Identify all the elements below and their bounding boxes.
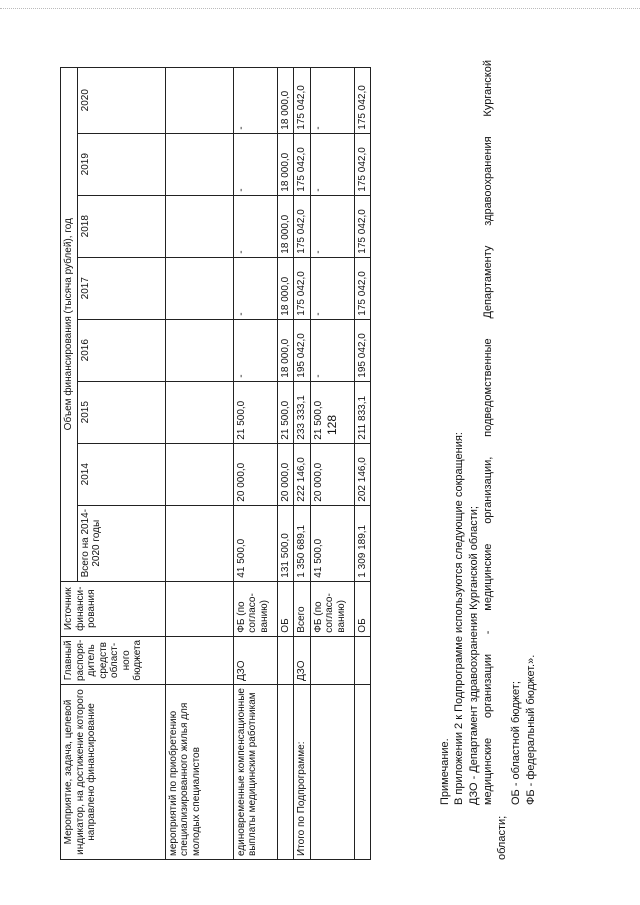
header-year-2015: 2015 <box>77 381 165 443</box>
cell-measure <box>354 685 371 860</box>
header-source: Источник финанси-рования <box>61 581 166 636</box>
header-year-2016: 2016 <box>77 319 165 381</box>
cell-value: 175 042,0 <box>294 257 311 319</box>
notes-line: ДЗО - Департамент здравоохранения Курганской области; <box>467 506 480 805</box>
cell-value: 20 000,0 <box>277 443 294 505</box>
header-row-1 <box>61 67 78 859</box>
table-row <box>294 67 311 859</box>
cell-value <box>165 67 233 133</box>
header-year-2019: 2019 <box>77 133 165 195</box>
cell-value: 175 042,0 <box>354 195 371 257</box>
cell-value: 20 000,0 <box>233 443 277 505</box>
funding-table <box>60 67 371 860</box>
cell-value: 175 042,0 <box>354 257 371 319</box>
cell-value <box>165 505 233 581</box>
cell-source <box>165 581 233 636</box>
cell-value: 21 500,0 <box>310 381 354 443</box>
cell-value: - <box>310 319 354 381</box>
cell-value <box>165 195 233 257</box>
page-number: 128 <box>325 414 339 436</box>
cell-manager <box>277 636 294 684</box>
cell-manager <box>310 636 354 684</box>
cell-value: 18 000,0 <box>277 67 294 133</box>
cell-value <box>165 133 233 195</box>
cell-value <box>165 381 233 443</box>
notes-section <box>438 60 538 860</box>
notes-line: ФБ - федеральный бюджет.». <box>524 654 537 805</box>
cell-value: 175 042,0 <box>294 67 311 133</box>
cell-value: 20 000,0 <box>310 443 354 505</box>
notes-line: медицинские организации - медицинские организации, подведомственные Департаменту здравоохранения Курганской <box>481 60 494 805</box>
cell-value: 202 146,0 <box>354 443 371 505</box>
cell-source: ОБ <box>277 581 294 636</box>
cell-value: 211 833,1 <box>354 381 371 443</box>
header-funding-group: Объем финансирования (тысяча рублей), год <box>61 67 78 581</box>
table-row <box>310 67 354 859</box>
cell-measure: мероприятий по приобретению специализированного жилья для молодых специалистов <box>165 685 233 860</box>
cell-source: ФБ (по согласо-ванию) <box>233 581 277 636</box>
header-year-2018: 2018 <box>77 195 165 257</box>
cell-value: 41 500,0 <box>310 505 354 581</box>
cell-value: 18 000,0 <box>277 195 294 257</box>
cell-value: 175 042,0 <box>354 67 371 133</box>
cell-measure: Итого по Подпрограмме: <box>294 685 311 860</box>
table-row <box>165 67 233 859</box>
header-year-2017: 2017 <box>77 257 165 319</box>
cell-measure <box>310 685 354 860</box>
cell-value: 1 309 189,1 <box>354 505 371 581</box>
cell-value: - <box>310 195 354 257</box>
cell-value: - <box>310 67 354 133</box>
scan-top-marks <box>0 8 640 11</box>
header-year-total: Всего на 2014-2020 годы <box>77 505 165 581</box>
notes-line: области; <box>496 815 509 860</box>
cell-value <box>165 443 233 505</box>
header-year-2014: 2014 <box>77 443 165 505</box>
cell-measure <box>277 685 294 860</box>
cell-value: 41 500,0 <box>233 505 277 581</box>
table-row <box>277 67 294 859</box>
cell-value: 131 500,0 <box>277 505 294 581</box>
notes-line: В приложении 2 к Подпрограмме используются следующие сокращения: <box>453 432 466 805</box>
header-measure: Мероприятие, задача, целевой индикатор, на достижение которого направлено финансирование <box>61 685 166 860</box>
cell-value: 18 000,0 <box>277 133 294 195</box>
cell-value: 21 500,0 <box>277 381 294 443</box>
cell-value: - <box>233 319 277 381</box>
cell-value: - <box>233 133 277 195</box>
cell-value: 195 042,0 <box>354 319 371 381</box>
cell-value: 18 000,0 <box>277 319 294 381</box>
table-row <box>233 67 277 859</box>
cell-value: 175 042,0 <box>294 195 311 257</box>
rotated-page-content <box>60 40 640 860</box>
cell-manager <box>354 636 371 684</box>
cell-value: 233 333,1 <box>294 381 311 443</box>
cell-value: - <box>233 67 277 133</box>
cell-value: 18 000,0 <box>277 257 294 319</box>
table-row <box>354 67 371 859</box>
cell-value: 222 146,0 <box>294 443 311 505</box>
cell-value: 195 042,0 <box>294 319 311 381</box>
cell-manager: ДЗО <box>294 636 311 684</box>
cell-value: - <box>233 257 277 319</box>
header-year-2020: 2020 <box>77 67 165 133</box>
cell-value: 175 042,0 <box>294 133 311 195</box>
cell-source: ФБ (по согласо-ванию) <box>310 581 354 636</box>
cell-manager: ДЗО <box>233 636 277 684</box>
cell-value <box>165 257 233 319</box>
cell-value: - <box>233 195 277 257</box>
cell-source: Всего <box>294 581 311 636</box>
cell-value: 21 500,0 <box>233 381 277 443</box>
cell-value <box>165 319 233 381</box>
cell-value: - <box>310 257 354 319</box>
notes-line: ОБ - областной бюджет; <box>510 681 523 805</box>
header-manager: Главный распоря-дитель средств област-ного бюджета <box>61 636 166 684</box>
cell-manager <box>165 636 233 684</box>
cell-value: - <box>310 133 354 195</box>
cell-value: 175 042,0 <box>354 133 371 195</box>
cell-measure: единовременные компенсационные выплаты медицинским работникам <box>233 685 277 860</box>
notes-title: Примечание. <box>439 738 451 805</box>
cell-source: ОБ <box>354 581 371 636</box>
cell-value: 1 350 689,1 <box>294 505 311 581</box>
